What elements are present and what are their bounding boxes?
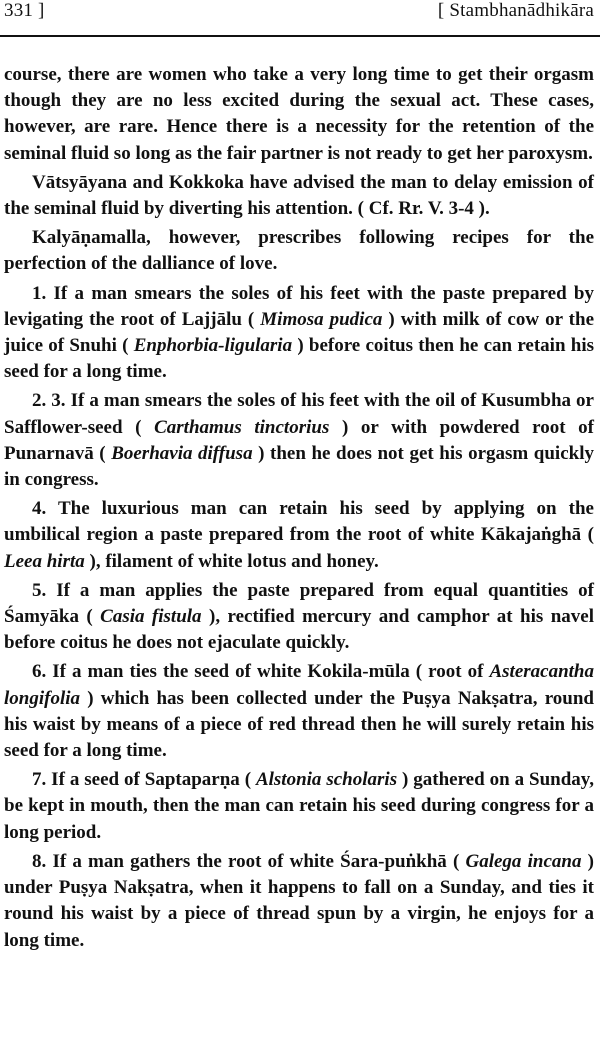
text-run: 8. If a man gathers the root of white Śara-puṅkhā (: [32, 850, 466, 872]
italic-term: Galega incana: [465, 850, 582, 872]
paragraph: [4, 767, 594, 846]
body-text: [4, 62, 594, 957]
text-run: ) before coitus then he can retain his seed for a long time.: [4, 335, 594, 383]
paragraph: [4, 170, 594, 222]
header-rule: [0, 35, 600, 37]
paragraph: [4, 62, 594, 167]
text-run: 1. If a man smears the soles of his feet with the paste prepared by levigating the root of Lajjālu (: [4, 282, 594, 330]
italic-term: Alstonia scholaris: [255, 769, 398, 791]
text-run: ) which has been collected under the Puṣya Nakṣatra, round his waist by means of a piece of red thread then he will surely retain his seed for a long time.: [4, 687, 594, 762]
text-run: Kalyāṇamalla, however, prescribes following recipes for the perfection of the dalliance of love.: [4, 227, 594, 275]
italic-term: Casia fistula: [100, 606, 202, 628]
paragraph: [4, 849, 594, 954]
text-run: ) gathered on a Sunday, be kept in mouth, then the man can retain his seed during congress for a long period.: [4, 769, 594, 843]
text-run: 4. The luxurious man can retain his seed by applying on the umbilical region a paste prepared from the root of white Kākajaṅghā (: [4, 498, 594, 546]
page-number: 331 ]: [4, 0, 45, 21]
running-header: [4, 0, 594, 30]
text-run: 7. If a seed of Saptaparṇa (: [32, 769, 256, 791]
italic-term: Boerhavia diffusa: [111, 442, 253, 464]
italic-term: Carthamus tinctorius: [154, 416, 330, 438]
italic-term: Asteracantha longifolia: [4, 661, 594, 709]
paragraph: [4, 578, 594, 657]
text-run: ) or with powdered root of Punarnavā (: [4, 416, 595, 464]
running-title: [ Stambhanādhikāra: [437, 0, 594, 21]
text-run: ), rectified mercury and camphor at his navel before coitus he does not ejaculate quickly.: [4, 606, 594, 654]
text-run: Vātsyāyana and Kokkoka have advised the man to delay emission of the seminal fluid by diverting his attention. ( Cf. Rr. V. 3-4 ).: [4, 171, 594, 220]
text-run: ) with milk of cow or the juice of Snuhi (: [4, 308, 595, 357]
text-run: 6. If a man ties the seed of white Kokila-mūla ( root of: [32, 661, 490, 683]
italic-term: Mimosa pudica: [260, 308, 383, 330]
paragraph: [4, 496, 594, 575]
text-run: 5. If a man applies the paste prepared from equal quantities of Śamyāka (: [4, 579, 594, 628]
italic-term: Enphorbia-ligularia: [133, 335, 293, 357]
text-run: 2. 3. If a man smears the soles of his feet with the oil of Kusumbha or Safflower-seed (: [4, 390, 594, 438]
paragraph: [4, 225, 594, 277]
italic-term: Leea hirta: [4, 550, 85, 572]
text-run: ) then he does not get his orgasm quickly in congress.: [4, 442, 594, 491]
paragraph: [4, 388, 594, 493]
text-run: ), filament of white lotus and honey.: [84, 550, 379, 572]
text-run: ) under Puṣya Nakṣatra, when it happens to fall on a Sunday, and ties it round his waist by a piece of thread spun by a virgin, he enjoys for a long time.: [4, 850, 594, 951]
text-run: course, there are women who take a very long time to get their orgasm though they are no less excited during the sexual act. These cases, however, are rare. Hence there is a necessity for the retention of the seminal fluid so long as the fair partner is not ready to get her paroxysm.: [4, 64, 594, 164]
paragraph: [4, 659, 594, 764]
paragraph: [4, 281, 594, 386]
